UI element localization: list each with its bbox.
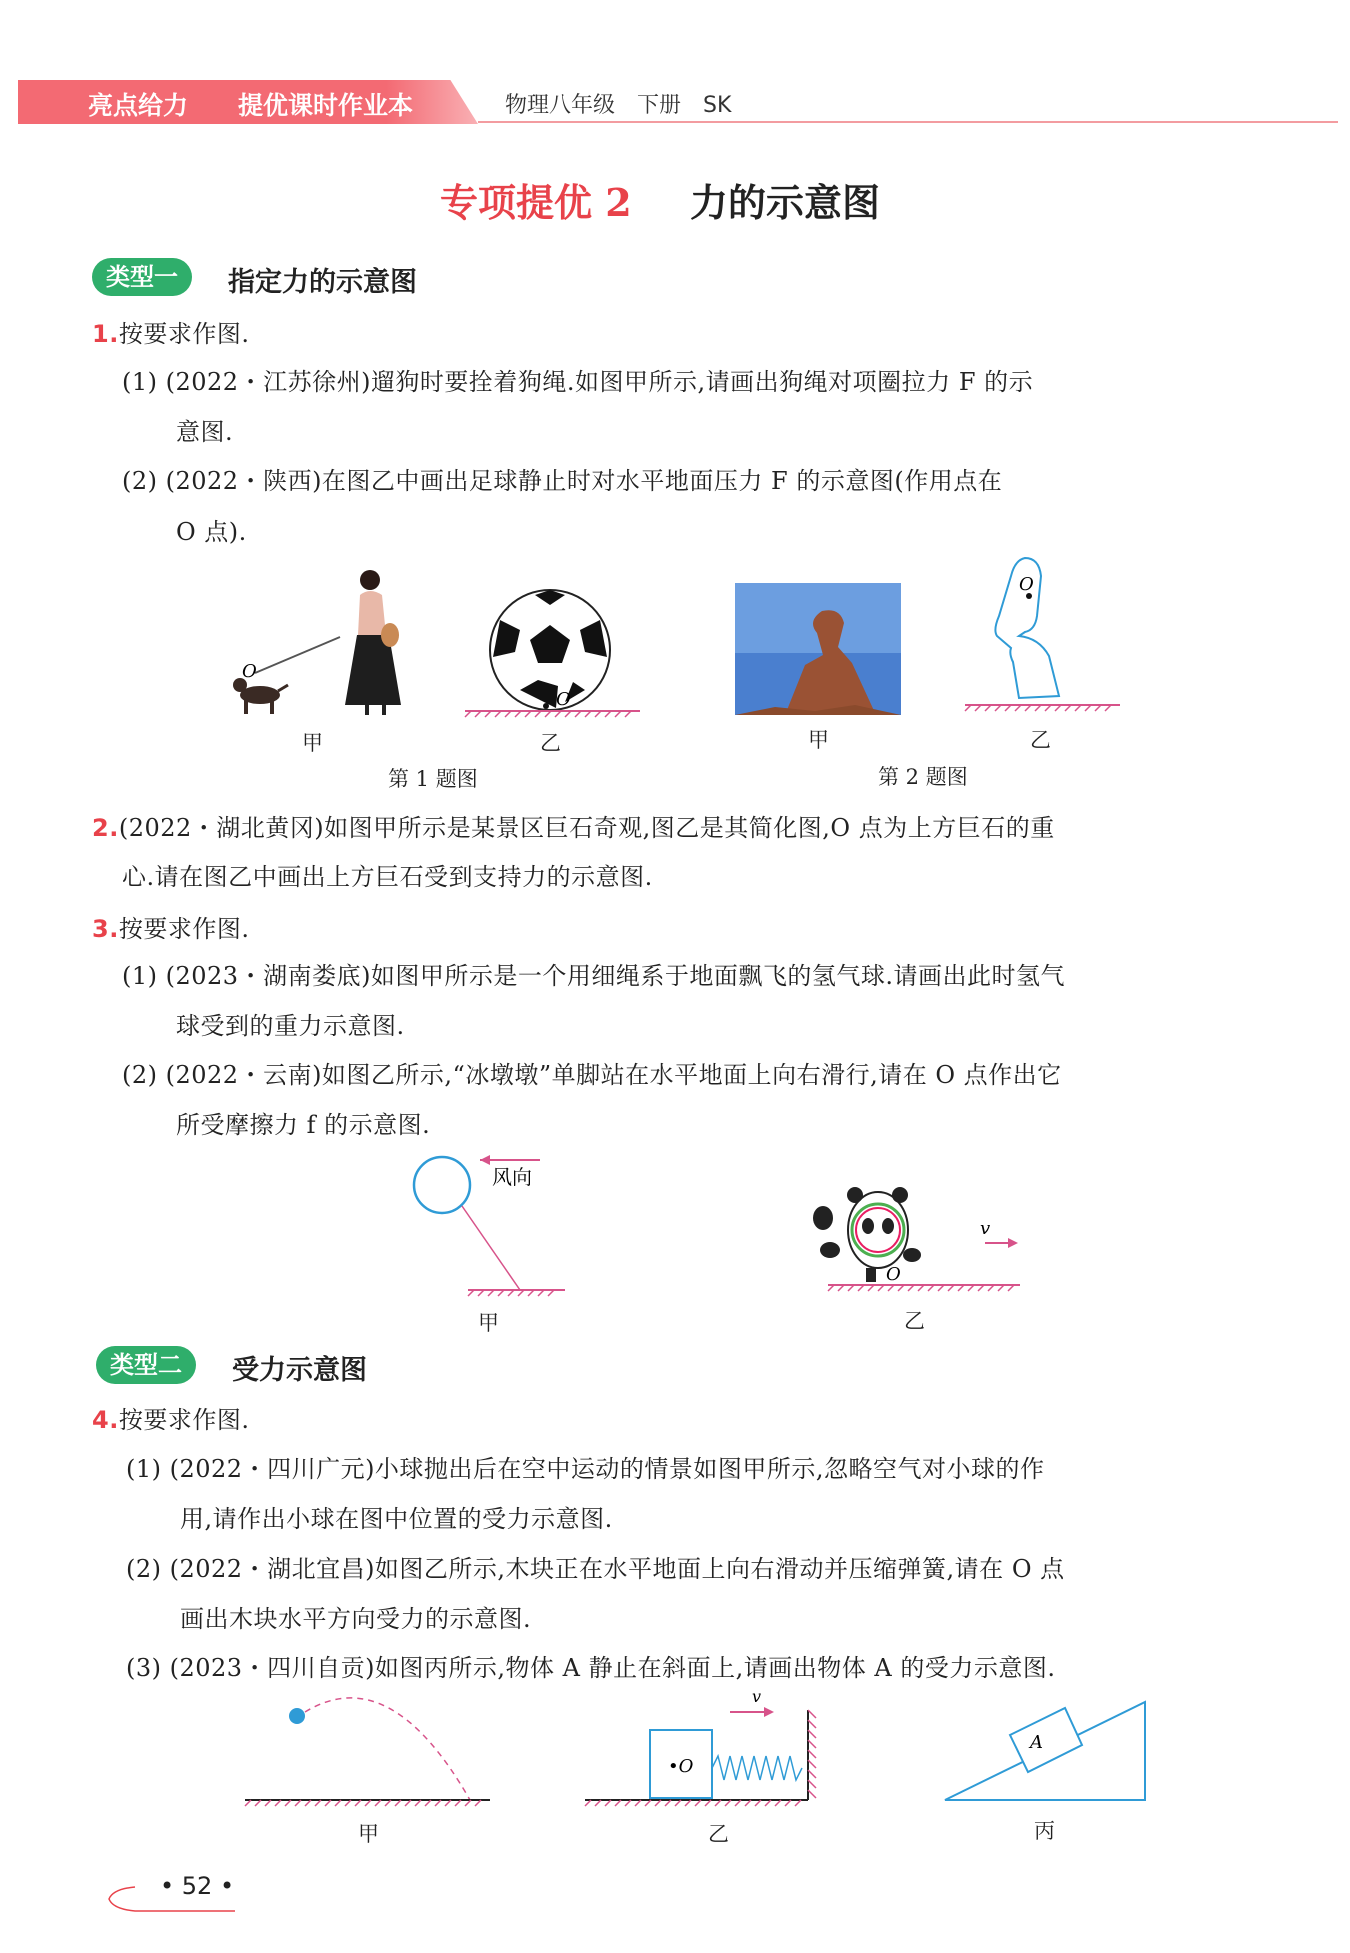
- figure-4: [240, 1687, 1160, 1830]
- figure-4-label-bing: 丙: [1034, 1819, 1055, 1843]
- wind-label: 风向: [492, 1165, 532, 1189]
- velocity-arrow-head: [1008, 1238, 1018, 1248]
- question-3-part1-line1: (1) (2023・湖南娄底)如图甲所示是一个用细绳系于地面飘飞的氢气球.请画出此时氢气: [122, 962, 1066, 990]
- leash: [255, 637, 340, 673]
- figure-2-label-jia: 甲: [808, 728, 829, 752]
- page-title-prefix: 专项提优 2: [440, 180, 632, 225]
- figure-1-label-yi: 乙: [540, 731, 561, 755]
- question-4-stem: [92, 1400, 249, 1435]
- question-2-line1: [92, 808, 1055, 843]
- figure-4-label-jia: 甲: [358, 1822, 379, 1846]
- balloon-string: [462, 1206, 520, 1290]
- figure-4-label-yi: 乙: [708, 1822, 729, 1846]
- header-series: 提优课时作业本: [238, 91, 414, 120]
- balloon: [414, 1157, 470, 1213]
- question-3-part2-line2: 所受摩擦力 f 的示意图.: [176, 1111, 431, 1139]
- section-title-2: 受力示意图: [232, 1355, 367, 1386]
- question-3-text: 按要求作图.: [118, 915, 250, 943]
- figure-3-label-yi: 乙: [904, 1309, 925, 1333]
- question-3-part1-line2: 球受到的重力示意图.: [176, 1012, 405, 1040]
- question-4-part3-line1: (3) (2023・四川自贡)如图丙所示,物体 A 静止在斜面上,请画出物体 A 的受力示意图.: [126, 1654, 1056, 1682]
- figure-1: [220, 565, 660, 725]
- question-4-text: 按要求作图.: [118, 1406, 250, 1434]
- question-1-stem: [92, 314, 249, 349]
- section-badge-1: 类型一: [92, 258, 192, 296]
- question-1-number: 1.: [92, 320, 119, 348]
- question-2-number: 2.: [92, 814, 119, 842]
- football-illustration: [490, 590, 610, 710]
- velocity-label: v: [980, 1218, 991, 1239]
- label-a: A: [1030, 1732, 1043, 1753]
- wind-arrow-head: [480, 1155, 490, 1165]
- header-brand: 亮点给力: [88, 91, 189, 120]
- header-rule: [478, 121, 1338, 123]
- question-2-line2: 心.请在图乙中画出上方巨石受到支持力的示意图.: [122, 863, 653, 891]
- figure-1-label-jia: 甲: [302, 731, 323, 755]
- section-badge-2: 类型二: [96, 1346, 196, 1384]
- figure-2-caption: 第 2 题图: [878, 765, 968, 789]
- question-3-part2-line1: (2) (2022・云南)如图乙所示,“冰墩墩”单脚站在水平地面上向右滑行,请在 O 点作出它: [122, 1061, 1062, 1089]
- question-4-part1-line2: 用,请作出小球在图中位置的受力示意图.: [180, 1505, 613, 1533]
- question-1-part1-line1: (1) (2022・江苏徐州)遛狗时要拴着狗绳.如图甲所示,请画出狗绳对项圈拉力 F 的示: [122, 368, 1034, 396]
- figure-3: [400, 1150, 1040, 1300]
- question-1-part2-line2: O 点).: [176, 518, 247, 546]
- figure-3-label-jia: 甲: [478, 1311, 499, 1335]
- dog-illustration: [233, 678, 288, 714]
- question-4-part1-line1: (1) (2022・四川广元)小球抛出后在空中运动的情景如图甲所示,忽略空气对小球的作: [126, 1455, 1045, 1483]
- label-o-panda: O: [886, 1264, 901, 1285]
- question-3-number: 3.: [92, 915, 119, 943]
- velocity-label-2: v: [752, 1687, 762, 1706]
- page-number: • 52 •: [160, 1872, 235, 1900]
- question-3-stem: [92, 909, 249, 944]
- question-4-part2-line1: (2) (2022・湖北宜昌)如图乙所示,木块正在水平地面上向右滑动并压缩弹簧,请在 O 点: [126, 1555, 1065, 1583]
- question-4-part2-line2: 画出木块水平方向受力的示意图.: [180, 1605, 532, 1633]
- section-title-1: 指定力的示意图: [228, 267, 417, 298]
- page-title: 力的示意图: [690, 180, 881, 225]
- question-1-part2-line1: (2) (2022・陕西)在图乙中画出足球静止时对水平地面压力 F 的示意图(作用点在: [122, 467, 1003, 495]
- question-1-part1-line2: 意图.: [176, 418, 234, 446]
- trajectory: [305, 1698, 470, 1800]
- label-o-rock: O: [1019, 574, 1034, 595]
- rock-photo: [735, 583, 901, 715]
- wall-hatch: [808, 1710, 816, 1798]
- question-4-number: 4.: [92, 1406, 119, 1434]
- label-o-ball: O: [556, 689, 571, 710]
- woman-illustration: [345, 570, 401, 715]
- label-o-block: •O: [668, 1756, 694, 1777]
- header-meta: 物理八年级 下册 SK: [505, 93, 732, 118]
- ball: [289, 1708, 305, 1724]
- figure-1-caption: 第 1 题图: [388, 767, 478, 791]
- spring: [712, 1756, 802, 1780]
- label-o-dog: O: [242, 661, 257, 682]
- question-2-text: (2022・湖北黄冈)如图甲所示是某景区巨石奇观,图乙是其简化图,O 点为上方巨石的重: [118, 814, 1055, 842]
- velocity-arrow-head-2: [764, 1707, 774, 1717]
- point-o-ball: [543, 703, 549, 709]
- figure-2-label-yi: 乙: [1030, 728, 1051, 752]
- figure-2: [735, 555, 1135, 725]
- question-1-text: 按要求作图.: [118, 320, 250, 348]
- bing-dwen-dwen-illustration: [813, 1187, 921, 1282]
